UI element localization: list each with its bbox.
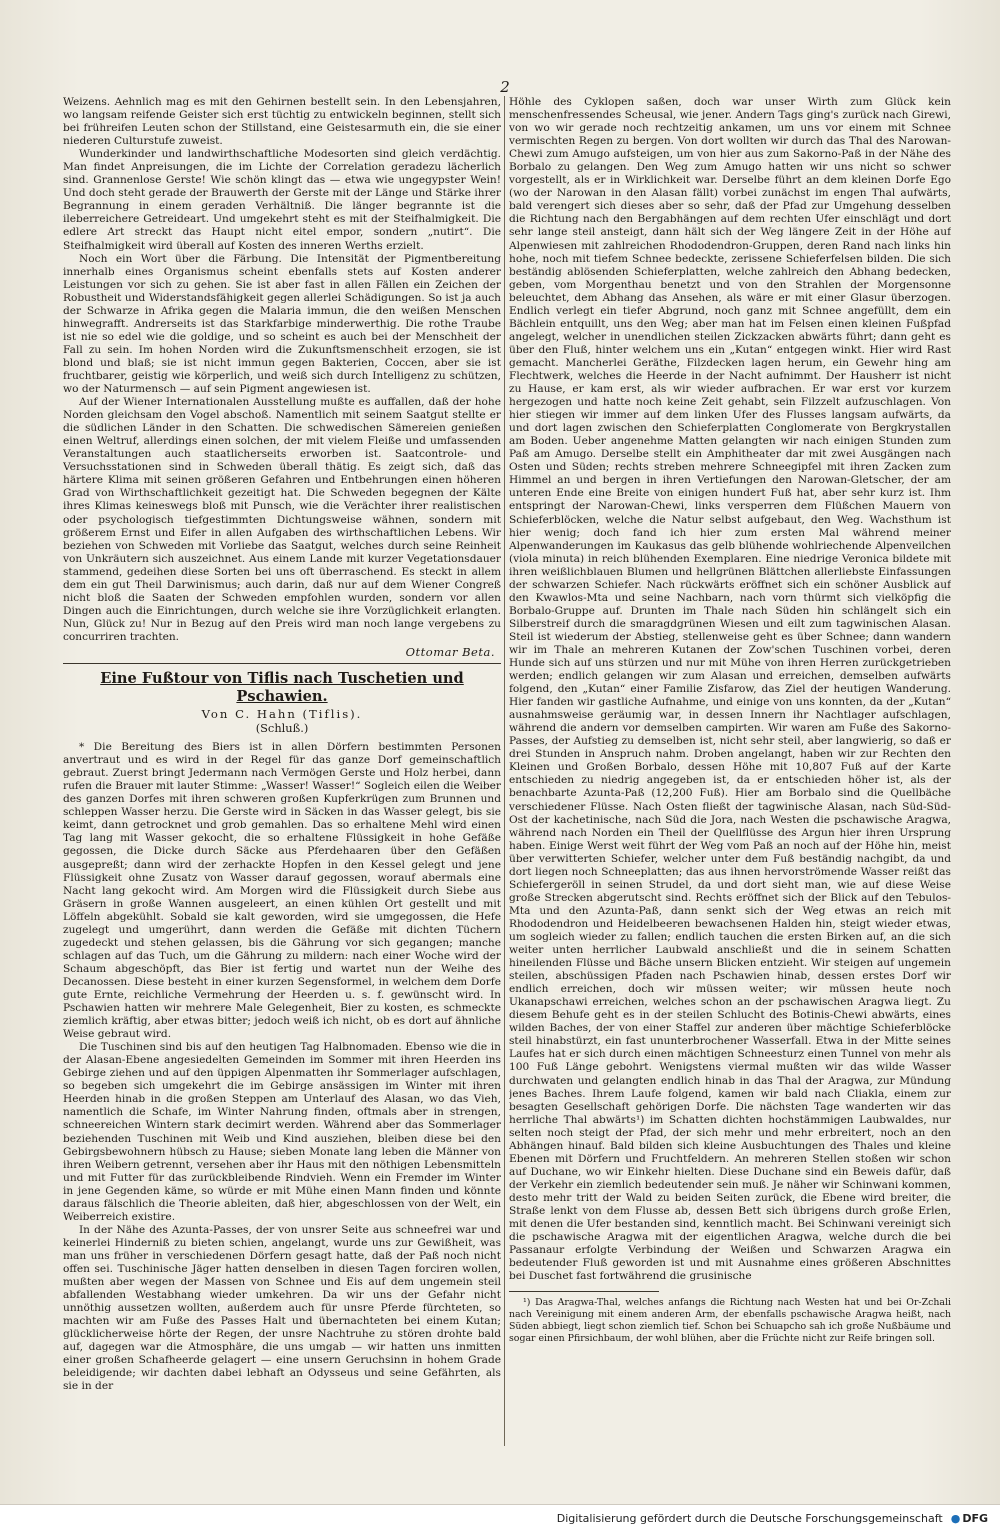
paragraph: Weizens. Aehnlich mag es mit den Gehirnen bestellt sein. In den Lebensjahren, wo langsam reifende Geister sich erst tüchtig zu entwickeln beginnen, stellt sich bei frühreifen Leuten schon der Stillstand, eine Geistesarmuth ein, die sie einer niederen Culturstufe zuweist.: [63, 96, 501, 148]
paragraph: In der Nähe des Azunta-Passes, der von unsrer Seite aus schneefrei war und keinerlei Hinderniß zu bieten schien, angelangt, wurde uns zur Gewißheit, was man uns früher in verschiedenen Dörfern gesagt hatte, daß der Paß noch nicht offen sei. Tuschinische Jäger hatten denselben in diesen Tagen forciren wollen, mußten aber wegen der Massen von Schnee und Eis auf dem ungemein steil abfallenden Westabhang wieder umkehren. Da wir uns der Gefahr nicht unnöthig aussetzen wollten, außerdem auch für unsre Pferde fürchteten, so machten wir am Fuße des Passes Halt und übernachteten bei einem Kutan; glücklicherweise hörte der Regen, der unsre Nachtruhe zu stören drohte bald auf, dagegen war die Atmosphäre, die uns umgab — wir hatten uns inmitten einer großen Schafheerde gelagert — eine unsern Geruchsinn in hohem Grade beleidigende; wir dachten dabei lebhaft an Odysseus und seine Gefährten, als sie in der: [63, 1223, 501, 1393]
paragraph: Wunderkinder und landwirthschaftliche Modesorten sind gleich verdächtig. Man findet Anpreisungen, die im Lichte der Correlation geradezu lächerlich sind. Grannenlose Gerste! Wie schön klingt das — etwa wie ungegypster Wein! Und doch steht gerade der Brauwerth der Gerste mit der Länge und Stärke ihrer Begrannung in einem geraden Verhältniß. Die länger begrannte ist die ileberreichere Getreideart. Und umgekehrt steht es mit der Steifhalmigkeit. Die edlere Art streckt das Haupt nicht eitel empor, sondern „nutirt“. Die Steifhalmigkeit wird überall auf Kosten des inneren Werths erzielt.: [63, 148, 501, 252]
dfg-logo-mark-icon: ●: [950, 1511, 961, 1525]
paragraph: * Die Bereitung des Biers ist in allen Dörfern bestimmten Personen anvertraut und es wird in der Regel für das ganze Dorf gemeinschaftlich gebraut. Zuerst bringt Jedermann nach Vermögen Gerste und Holz herbei, dann rufen die Brauer mit lauter Stimme: „Wasser! Wasser!“ Sogleich eilen die Weiber des ganzen Dorfes mit ihren schweren großen Kupferkrügen zum Brunnen und schleppen Wasser herzu. Die Gerste wird in Säcken in das Wasser gelegt, bis sie keimt, dann getrocknet und grob gemahlen. Das so erhaltene Mehl wird einen Tag lang mit Wasser gekocht, die so erhaltene Flüssigkeit in hohe Gefäße gegossen, die Dicke durch Säcke aus Pferdehaaren über den Gefäßen ausgepreßt; dann wird der zerhackte Hopfen in den Kessel gelegt und jene Flüssigkeit ohne Zusatz von Wasser darauf gegossen, worauf abermals eine Nacht lang gekocht wird. Am Morgen wird die Flüssigkeit durch Siebe aus Gräsern in große Wannen ausgeleert, an einen kühlen Ort gestellt und mit Löffeln abgekühlt. Sobald sie kalt geworden, wird sie umgegossen, die Hefe zugelegt und umgerührt, dann werden die Gefäße mit dichten Tüchern zugedeckt und stehen gelassen, bis die Gährung vor sich gegangen; manche schlagen auf das Tuch, um die Gährung zu mildern: nach einer Woche wird der Schaum abgeschöpft, das Bier ist fertig und wartet nun der Weihe des Decanossen. Diese besteht in einer kurzen Segensformel, in welchem dem Dorfe gute Ernte, reichliche Vermehrung der Heerden u. s. f. gewünscht wird. In Pschawien hatten wir mehrere Male Gelegenheit, Bier zu kosten, es schmeckte ziemlich kräftig, aber etwas bitter; jedoch weiß ich nicht, ob es dort auf ähnliche Weise gebraut wird.: [63, 741, 501, 1041]
article-title: Eine Fußtour von Tiflis nach Tuschetien und Pschawien.: [100, 670, 464, 706]
footnote-divider: [509, 1291, 659, 1292]
article-note: (Schluß.): [255, 721, 309, 736]
footer-credit: Digitalisierung gefördert durch die Deutsche Forschungsgemeinschaft: [556, 1511, 943, 1525]
dfg-logo: [951, 1511, 988, 1525]
paragraph: Noch ein Wort über die Färbung. Die Intensität der Pigmentbereitung innerhalb eines Organismus scheint ebenfalls stets auf Kosten anderer Leistungen vor sich zu gehen. Sie ist aber fast in allen Fällen ein Zeichen der Robustheit und Widerstandsfähigkeit gegen allerlei Schädigungen. So ist ja auch der Schwarze in Afrika gegen die Malaria immun, die den weißen Menschen hinwegrafft. Andrerseits ist das Starkfarbige minderwerthig. Die rothe Traube ist nie so edel wie die goldige, und so scheint es auch bei der Menschheit der Fall zu sein. Im hohen Norden wird die Zukunftsmenschheit erzogen, sie ist blond und blaß; sie ist nicht immun gegen Bakterien, Coccen, aber sie ist fruchtbarer, geistig wie körperlich, und weiß sich durch Intelligenz zu schützen, wo der Naturmensch — auf sein Pigment angewiesen ist.: [63, 252, 501, 396]
paragraph: Höhle des Cyklopen saßen, doch war unser Wirth zum Glück kein menschenfressendes Scheusal, wie jener. Andern Tags ging's zurück nach Girewi, von wo wir gerade noch rechtzeitig ankamen, um uns vor einem mit Schnee vermischten Regen zu bergen. Von dort wollten wir durch das Thal des Narowan-Chewi zum Amugo aufsteigen, um von hier aus zum Sakorno-Paß in der Nähe des Borbalo zu gelangen. Den Weg zum Amugo hatten wir uns nicht so schwer vorgestellt, als er in Wirklichkeit war. Derselbe führt an dem kleinen Dorfe Ego (wo der Narowan in den Alasan fällt) vorbei zunächst im engen Thal aufwärts, bald verengert sich dieses aber so sehr, daß der Pfad zur Umgehung desselben die Richtung nach den Bergabhängen auf dem rechten Ufer einschlägt und dort sehr lange steil ansteigt, dann hält sich der Weg längere Zeit in der Höhe auf Alpenwiesen mit zahlreichen Rhododendron-Gruppen, deren Rand nach links hin hohe, noch mit tiefem Schnee bedeckte, zerissene Schieferfelsen bilden. Die sich beständig ablösenden Schieferplatten, welche zahlreich den Abhang bedecken, geben, vom Morgenthau benetzt und von den Strahlen der Morgensonne beleuchtet, dem Abhang das Ansehen, als wäre er mit einer Glasur überzogen. Endlich verlegt ein tiefer Abgrund, noch ganz mit Schnee angefüllt, dem ein Bächlein entquillt, uns den Weg; aber man hat im Felsen einen kleinen Fußpfad angelegt, welcher in unendlichen steilen Zickzacken abwärts führt; dann geht es über den Fluß, hinter welchem uns ein „Kutan“ entgegen winkt. Hier wird Rast gemacht. Mancherlei Geräthe, Filzdecken lagen herum, ein Gewehr hing am Flechtwerk, welches die Heerde in der Nacht aufnimmt. Der Hausherr ist nicht zu Hause, er kam erst, als wir wieder aufbrachen. Er war erst vor kurzem hergezogen und hatte noch keine Zeit gehabt, sein Filzzelt aufzuschlagen. Von hier stiegen wir immer auf dem linken Ufer des Flusses langsam aufwärts, da und dort lagen zwischen den Schieferplatten Conglomerate von Bergkrystallen am Boden. Ueber angenehme Matten gelangten wir nach einigen Stunden zum Paß am Amugo. Derselbe stellt ein Amphitheater dar mit zwei Ausgängen nach Osten und Süden; rechts streben mehrere Schneegipfel mit ihren Zacken zum Himmel an und bergen in ihren Vertiefungen den Narowan-Gletscher, der am unteren Ende eine Breite von einigen hundert Fuß hat, aber sehr kurz ist. Ihm entspringt der Narowan-Chewi, links versperren dem Flüßchen Mauern von Schieferblöcken, welche die Natur selbst aufgebaut, den Weg. Wachsthum ist hier wenig; doch fand ich hier zum ersten Mal während meiner Alpenwanderungen im Kaukasus das gelb blühende wohlriechende Alpenveilchen (viola minuta) in reich blühenden Exemplaren. Eine niedrige Veronica bildete mit ihren weißlichblauen Blumen und hellgrünen Blättchen allerliebste Einfassungen der schwarzen Schiefer. Nach rückwärts eröffnet sich ein schöner Ausblick auf den Kwawlos-Mta und seine Nachbarn, nach vorn thürmt sich vielköpfig die Borbalo-Gruppe auf. Drunten im Thale nach Süden hin schlängelt sich ein Silberstreif durch die smaragdgrünen Wiesen und eilt zum tagwinischen Alasan. Steil ist wiederum der Abstieg, stellenweise geht es über Schnee; dann wandern wir im Thale an mehreren Kutanen der Zow'schen Tuschinen vorbei, deren Hunde sich auf uns stürzen und nur mit Mühe von ihren Herren zurückgetrieben werden; endlich gelangen wir zum Alasan und erreichen, demselben aufwärts folgend, den „Kutan“ einer Familie Zisfarow, das Ziel der heutigen Wanderung. Hier fanden wir gastliche Aufnahme, und einige von uns konnten, da der „Kutan“ ausnahmsweise geräumig war, in dessen Innern ihr Nachtlager aufschlagen, während die andern vor demselben campirten. Wir waren am Fuße des Sakorno-Passes, der Aufstieg zu demselben ist, nicht sehr steil, aber langwierig, so daß er drei Stunden in Anspruch nahm. Droben angelangt, haben wir zur Rechten den Kleinen und Großen Borbalo, dessen Höhe mit 10,807 Fuß auf der Karte entschieden zu niedrig angegeben ist, da er entschieden höher ist, als der benachbarte Azunta-Paß (12,200 Fuß). Hier am Borbalo sind die Quellbäche verschiedener Flüsse. Nach Osten fließt der tagwinische Alasan, nach Süd-Süd-Ost der kachetinische, nach Süd die Jora, nach Westen die pschawische Aragwa, während nach Norden ein Theil der Quellflüsse des Argun hier ihren Ursprung haben. Einige Werst weit führt der Weg vom Paß an noch auf der Höhe hin, meist über verwitterten Schiefer, welcher unter dem Fuß beständig nachgibt, da und dort liegen noch Schneeplatten; das aus ihnen hervorströmende Wasser reißt das Schiefergeröll in seinen Strudel, da und dort sieht man, wie auf diese Weise große Strecken abgerutscht sind. Rechts eröffnet sich der Blick auf den Tebulos-Mta und den Azunta-Paß, dann senkt sich der Weg etwas an reich mit Rhododendron und Heidelbeeren bewachsenen Halden hin, steigt wieder etwas, um sogleich wieder zu fallen; endlich tauchen die ersten Birken auf, an die sich weiter unten herrlicher Laubwald anschließt und die in seinem Schatten hineilenden Flüsse und Bäche unsern Blicken entzieht. Wir steigen auf ungemein steilen, abschüssigen Pfaden nach Pschawien hinab, dessen erstes Dorf wir endlich erreichen, doch wir müssen weiter; wir müssen heute noch Ukanapschawi erreichen, welches schon an der pschawischen Aragwa liegt. Zu diesem Behufe geht es in der steilen Schlucht des Botinis-Chewi abwärts, eines wilden Baches, der von einer Staffel zur anderen über mächtige Schieferblöcke steil hinabstürzt, ein fast ununterbrochener Wasserfall. Etwa in der Mitte seines Laufes hat er sich durch einen mächtigen Schneesturz einen Tunnel von mehr als 100 Fuß Länge gebohrt. Wenigstens viermal mußten wir das wilde Wasser durchwaten und gelangten endlich hinab in das Thal der Aragwa, zur Mündung jenes Baches. Ihrem Laufe folgend, kamen wir bald nach Cliakla, einem zur besagten Gesellschaft gehörigen Dorfe. Die nächsten Tage wanderten wir das herrliche Thal abwärts¹) im Schatten dichten hochstämmigen Laubwaldes, nur selten noch steigt der Pfad, der sich mehr und mehr erbreitert, noch an den Abhängen hinauf. Bald bilden sich kleine Ausbuchtungen des Thales und kleine Ebenen mit Dörfern und Fruchtfeldern. An mehreren Stellen stoßen wir schon auf Duchane, wo wir Einkehr hielten. Diese Duchane sind ein Beweis dafür, daß der Verkehr ein ziemlich bedeutender sein muß. Je näher wir Schinwani kommen, desto mehr tritt der Wald zu beiden Seiten zurück, die Ebene wird breiter, die Straße lenkt von dem Flusse ab, dessen Bett sich übrigens durch große Erlen, mit denen die Ufer bestanden sind, kenntlich macht. Bei Schinwani vereinigt sich die pschawische Aragwa mit der eigentlichen Aragwa, welche durch die bei Passanaur erfolgte Verbindung der Weißen und Schwarzen Aragwa ein bedeutender Fluß geworden ist und mit Ausnahme eines größeren Abschnittes bei Duschet fast fortwährend die grusinische: [509, 96, 951, 1283]
right-column: [509, 96, 951, 1445]
dfg-logo-text: DFG: [962, 1511, 988, 1525]
digitization-footer: [0, 1504, 1000, 1531]
paragraph: Auf der Wiener Internationalen Ausstellung mußte es auffallen, daß der hohe Norden gleichsam den Vogel abschoß. Namentlich mit seinem Saatgut stellte er die südlichen Länder in den Schatten. Die schwedischen Sämereien genießen einen Weltruf, allerdings einen solchen, der mit vielem Fleiße und umfassenden Veranstaltungen auch staatlicherseits erworben ist. Saatcontrole- und Versuchsstationen sind in Schweden überall thätig. Es zeigt sich, daß das härtere Klima mit seinen größeren Gefahren und Entbehrungen einen höheren Grad von Wirthschaftlichkeit gezeitigt hat. Die Schweden begegnen der Kälte ihres Klimas keineswegs bloß mit Punsch, wie die Verächter ihrer realistischen oder psychologisch tiefgestimmten Dichtungsweise wähnen, sondern mit größerem Ernst und Eifer in allen Aufgaben des wirthschaftlichen Lebens. Wir beziehen von Schweden mit Vorliebe das Saatgut, welches durch seine Reinheit von Unkräutern sich auszeichnet. Aus einem Lande mit kurzer Vegetationsdauer stammend, gedeihen diese Sorten bei uns oft überraschend. Es steckt in allem dem ein gut Theil Darwinismus; auch darin, daß nur auf dem Wiener Congreß nicht bloß die Saaten der Schweden empfohlen wurden, sondern vor allen Dingen auch die Einrichtungen, durch welche sie ihre Vorzüglichkeit erlangten. Nun, Glück zu! Nur in Bezug auf den Preis wird man noch lange vergebens zu concurriren trachten.: [63, 396, 501, 643]
page-number: 2: [500, 78, 510, 96]
author-signature: Ottomar Beta.: [405, 644, 495, 659]
paragraph: Die Tuschinen sind bis auf den heutigen Tag Halbnomaden. Ebenso wie die in der Alasan-Ebene angesiedelten Gemeinden im Sommer mit ihren Heerden ins Gebirge ziehen und auf den üppigen Alpenmatten ihr Sommerlager aufschlagen, so begeben sich umgekehrt die im Gebirge ansässigen im Winter mit ihren Heerden hinab in die großen Steppen am Unterlauf des Alasan, wo das Vieh, namentlich die Schafe, im Winter Nahrung finden, oftmals aber in strengen, schneereichen Wintern stark decimirt werden. Während aber das Sommerlager beziehenden Tuschinen mit Weib und Kind ausziehen, bleiben diese bei den Gebirgsbewohnern hübsch zu Hause; sieben Monate lang leben die Männer von ihren Weibern getrennt, versehen aber ihr Haus mit den nöthigen Lebensmitteln und mit Futter für das zurückbleibende Rindvieh. Wenn ein Fremder im Winter in jene Gegenden käme, so würde er mit Mühe einen Mann finden und könnte daraus fälschlich die Theorie ableiten, daß hier, abgeschlossen von der Welt, ein Weiberreich existire.: [63, 1041, 501, 1223]
left-column: [63, 96, 501, 1445]
article-byline: Von C. Hahn (Tiflis).: [201, 707, 363, 722]
column-divider: [504, 96, 505, 1446]
section-divider: [63, 663, 501, 664]
footnote: ¹) Das Aragwa-Thal, welches anfangs die Richtung nach Westen hat und bei Or-Zchali nach Vereinigung mit einem anderen Arm, der ebenfalls pschawische Aragwa heißt, nach Süden abbiegt, liegt schon ziemlich tief. Schon bei Schuapcho sah ich große Nußbäume und sogar einen Pfirsichbaum, der wohl blühen, aber die Früchte nicht zur Reife bringen soll.: [509, 1297, 951, 1345]
